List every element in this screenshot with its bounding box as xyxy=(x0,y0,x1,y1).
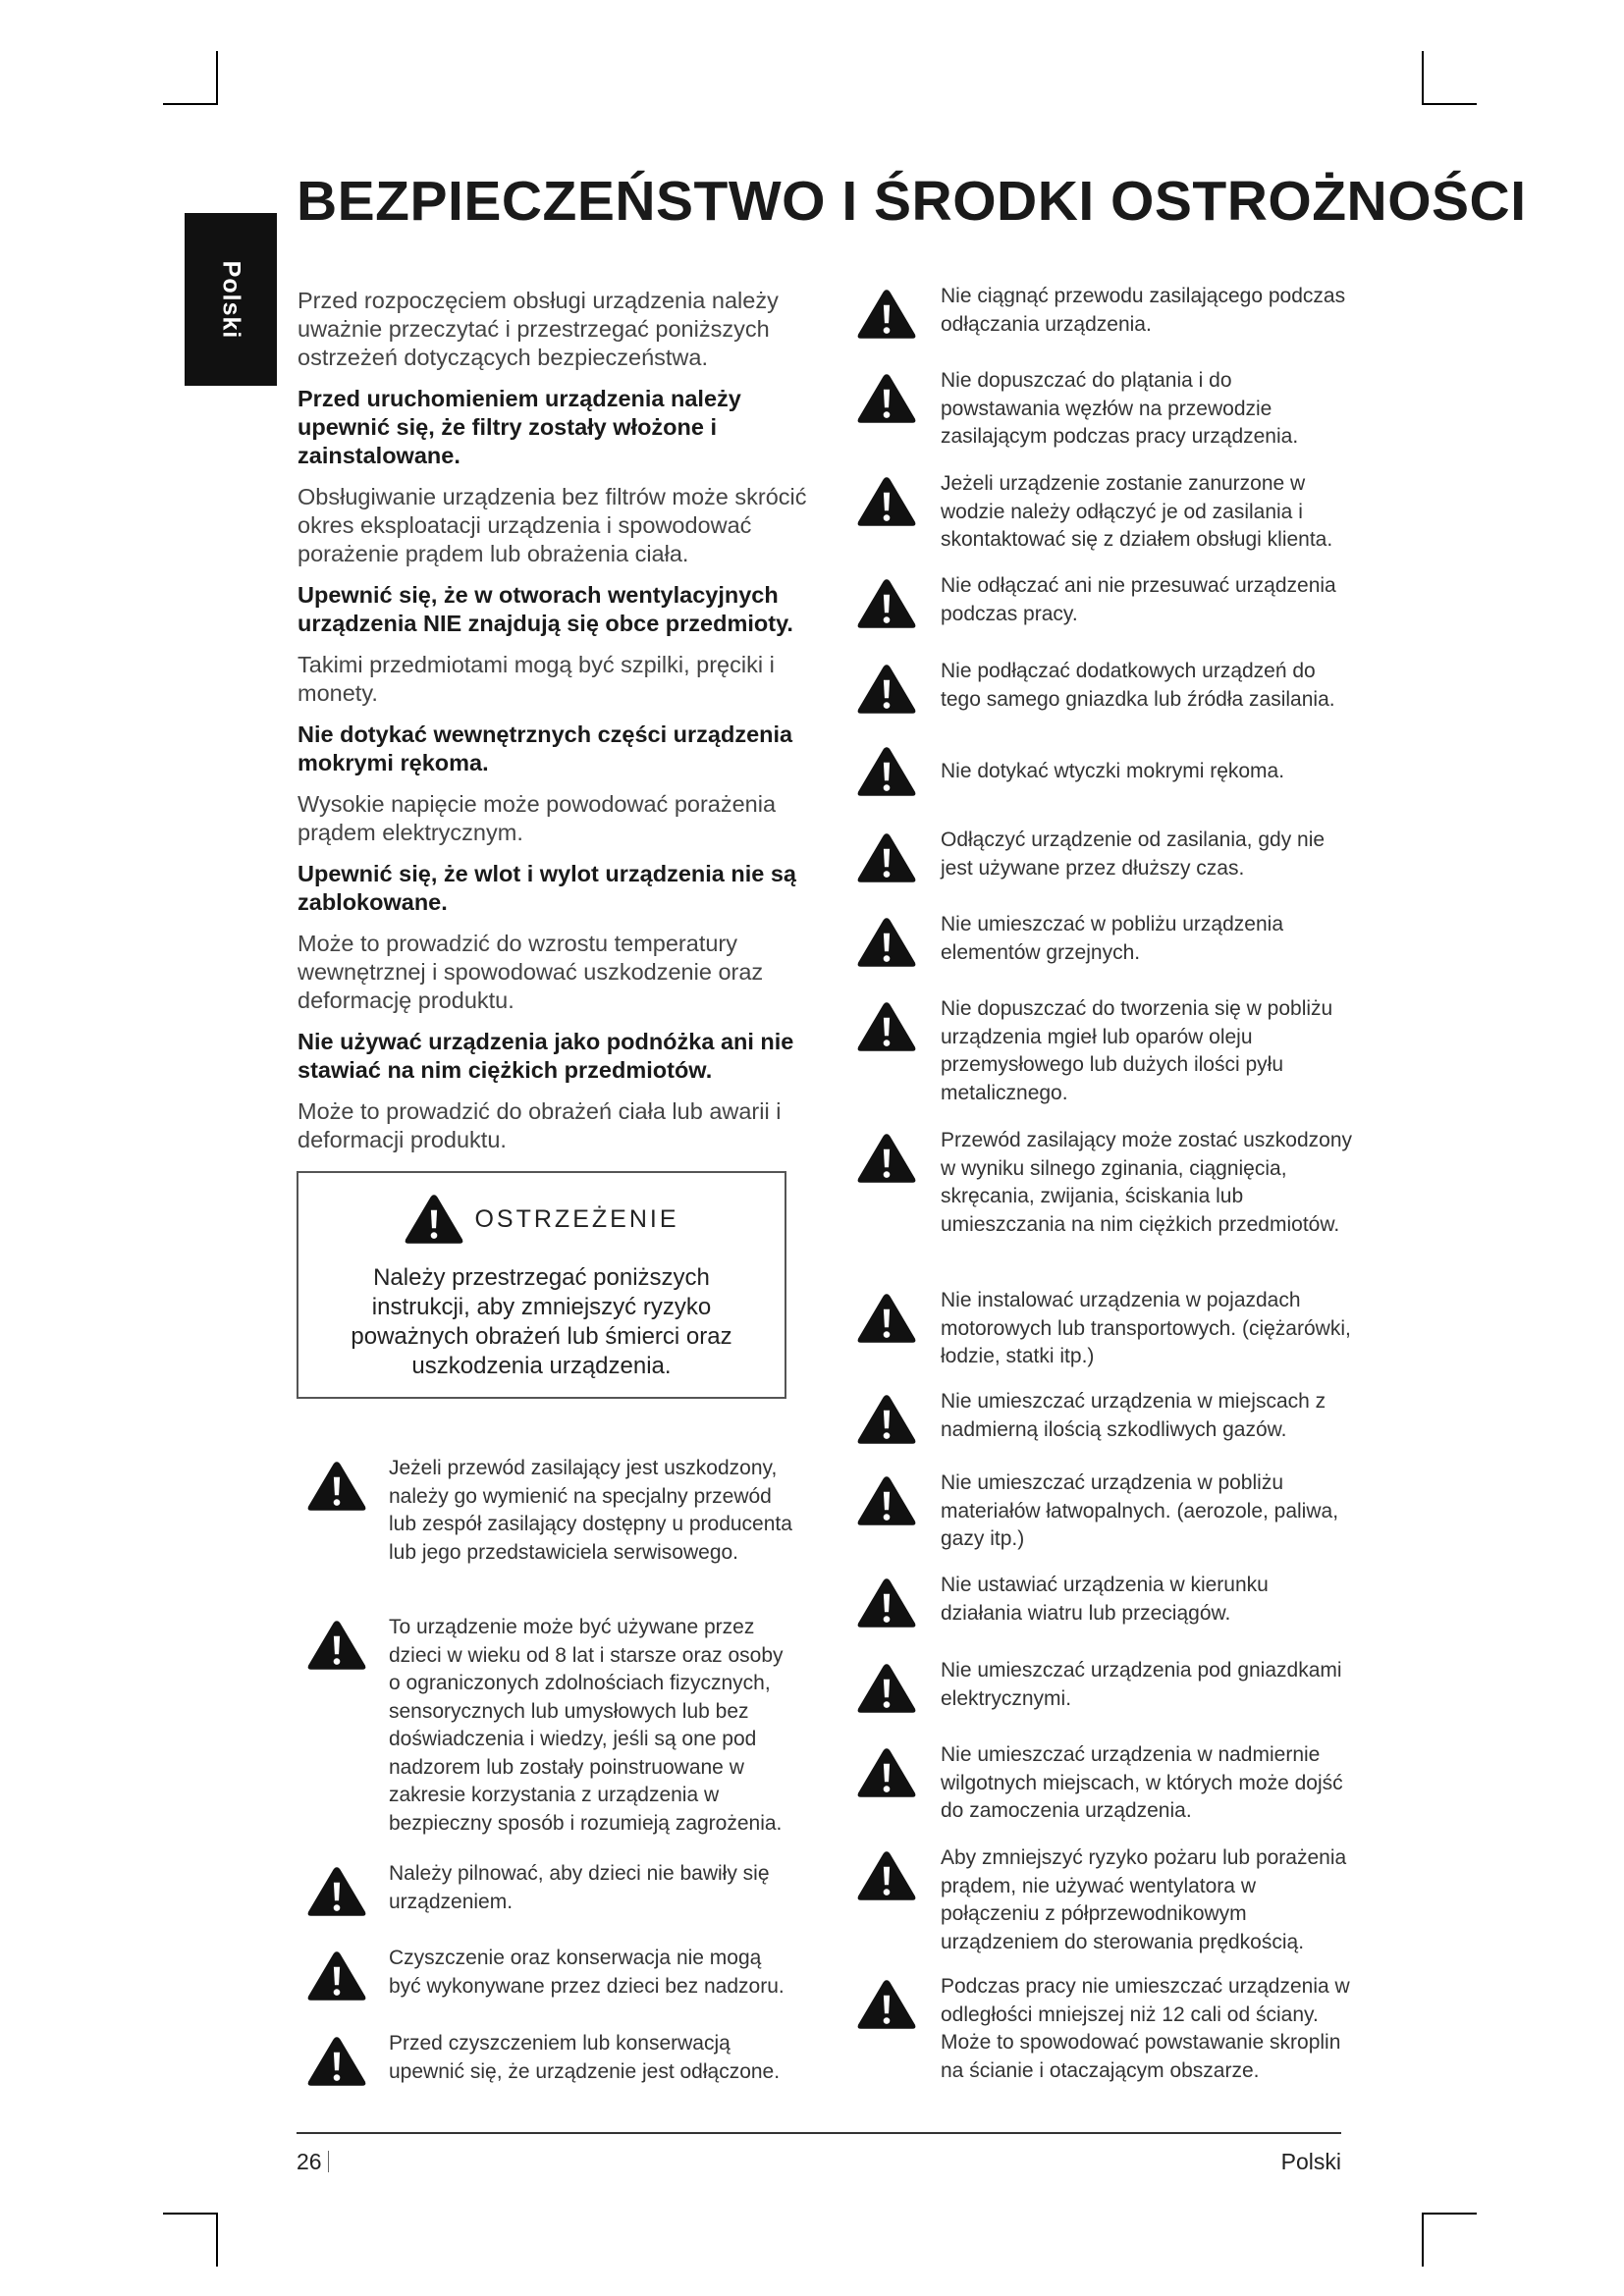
intro-paragraph: Może to prowadzić do wzrostu temperatury wewnętrznej i spowodować uszkodzenie oraz deformację produktu. xyxy=(298,931,764,1013)
page-number-value: 26 xyxy=(297,2149,322,2174)
crop-mark xyxy=(163,103,218,105)
warning-text: Przed czyszczeniem lub konserwacją upewnić się, że urządzenie jest odłączone. xyxy=(389,2032,781,2083)
warning-item xyxy=(856,1657,1367,1716)
warning-text: Nie dopuszczać do tworzenia się w pobliżu urządzenia mgieł lub oparów oleju przemysłowego lub dużych ilości pyłu metalicznego. xyxy=(941,997,1333,1104)
footer-language: Polski xyxy=(1280,2149,1341,2174)
warning-box xyxy=(297,1171,786,1399)
warning-text: Nie umieszczać w pobliżu urządzenia elementów grzejnych. xyxy=(941,913,1283,964)
warning-triangle-icon xyxy=(306,2034,367,2089)
warning-text: To urządzenie może być używane przez dzieci w wieku od 8 lat i starsze oraz osoby o ograniczonych zdolnościach fizycznych, sensorycznych lub umysłowych lub bez doświadczenia i wiedzy, jeśli są one pod nadzorem lub zostały poinstruowane w zakresie korzystania z urządzenia w bezpieczny sposób i rozumieją zagrożenia. xyxy=(389,1616,784,1835)
warning-box-message: Należy przestrzegać poniższych instrukcji, aby zmniejszyć ryzyko poważnych obrażeń lub śmierci oraz uszkodzenia urządzenia. xyxy=(351,1264,732,1379)
warning-text: Nie ciągnąć przewodu zasilającego podczas odłączania urządzenia. xyxy=(941,285,1346,336)
intro-paragraph: Nie dotykać wewnętrznych części urządzenia mokrymi rękoma. xyxy=(298,721,793,775)
warning-triangle-icon xyxy=(856,1977,917,2032)
language-side-tab xyxy=(185,213,277,386)
warning-text: Podczas pracy nie umieszczać urządzenia w odległości mniejszej niż 12 cali od ściany. Może to spowodować powstawanie skroplin na ścianie i otaczającym obszarze. xyxy=(941,1975,1350,2082)
warning-triangle-icon xyxy=(856,576,917,631)
warning-item xyxy=(856,470,1367,555)
intro-paragraph: Upewnić się, że wlot i wylot urządzenia nie są zablokowane. xyxy=(298,861,796,915)
crop-mark xyxy=(1422,51,1424,105)
warning-item xyxy=(306,1860,797,1919)
warning-text: Należy pilnować, aby dzieci nie bawiły się urządzeniem. xyxy=(389,1862,770,1913)
warning-triangle-icon xyxy=(306,1459,367,1514)
warning-text: Aby zmniejszyć ryzyko pożaru lub porażenia prądem, nie używać wentylatora w połączeniu z półprzewodnikowym urządzeniem do sterowania prędkością. xyxy=(941,1846,1347,1953)
warning-item xyxy=(856,367,1367,452)
page-title: BEZPIECZEŃSTWO I ŚRODKI OSTROŻNOŚCI xyxy=(297,170,1527,233)
warning-item xyxy=(856,744,1367,799)
warning-text: Nie umieszczać urządzenia w pobliżu materiałów łatwopalnych. (aerozole, paliwa, gazy itp.) xyxy=(941,1471,1339,1550)
warning-item xyxy=(306,2030,797,2089)
warning-item xyxy=(856,1469,1367,1554)
warning-text: Odłączyć urządzenie od zasilania, gdy nie jest używane przez dłuższy czas. xyxy=(941,828,1326,880)
intro-paragraph: Przed rozpoczęciem obsługi urządzenia należy uważnie przeczytać i przestrzegać poniższych ostrzeżeń dotyczących bezpieczeństwa. xyxy=(298,288,779,370)
warning-text: Nie umieszczać urządzenia pod gniazdkami elektrycznymi. xyxy=(941,1659,1342,1710)
intro-paragraph: Obsługiwanie urządzenia bez filtrów może skrócić okres eksploatacji urządzenia i spowodować porażenie prądem lub obrażenia ciała. xyxy=(298,484,807,566)
warning-triangle-icon xyxy=(306,1949,367,2003)
page-number-separator xyxy=(328,2151,329,2172)
intro-paragraph: Takimi przedmiotami mogą być szpilki, pręciki i monety. xyxy=(298,652,775,706)
warning-item xyxy=(856,827,1367,885)
warning-triangle-icon xyxy=(856,1575,917,1630)
warning-text: Nie ustawiać urządzenia w kierunku działania wiatru lub przeciągów. xyxy=(941,1574,1269,1625)
intro-paragraph: Nie używać urządzenia jako podnóżka ani nie stawiać na nim ciężkich przedmiotów. xyxy=(298,1029,794,1083)
warning-text: Nie instalować urządzenia w pojazdach motorowych lub transportowych. (ciężarówki, łodzie, statki itp.) xyxy=(941,1289,1351,1367)
crop-mark xyxy=(216,51,218,105)
warning-triangle-icon xyxy=(856,1131,917,1186)
warning-item xyxy=(856,1388,1367,1447)
warning-text: Przewód zasilający może zostać uszkodzony w wyniku silnego zginania, ciągnięcia, skręcania, zwijania, ściskania lub umieszczania na nim ciężkich przedmiotów. xyxy=(941,1129,1353,1236)
warning-triangle-icon xyxy=(856,1745,917,1800)
warning-triangle-icon xyxy=(856,1473,917,1528)
crop-mark xyxy=(1422,2213,1424,2267)
warning-text: Jeżeli przewód zasilający jest uszkodzony, należy go wymienić na specjalny przewód lub zespół zasilający dostępny u producenta lub jego przedstawiciela serwisowego. xyxy=(389,1457,792,1564)
warning-triangle-icon xyxy=(856,830,917,885)
warning-item xyxy=(856,1287,1367,1371)
warning-triangle-icon xyxy=(856,915,917,970)
warning-text: Nie dotykać wtyczki mokrymi rękoma. xyxy=(941,760,1285,782)
warning-triangle-icon xyxy=(856,474,917,529)
warning-triangle-icon xyxy=(856,662,917,717)
crop-mark xyxy=(216,2213,218,2267)
warning-text: Czyszczenie oraz konserwacja nie mogą być wykonywane przez dzieci bez nadzoru. xyxy=(389,1947,785,1998)
warning-text: Nie podłączać dodatkowych urządzeń do tego samego gniazdka lub źródła zasilania. xyxy=(941,660,1335,711)
warning-triangle-icon xyxy=(856,1392,917,1447)
warning-item xyxy=(856,1973,1367,2085)
warning-item xyxy=(856,1741,1367,1826)
warning-box-label: OSTRZEŻENIE xyxy=(474,1204,679,1233)
warning-triangle-icon xyxy=(404,1193,464,1246)
warning-triangle-icon xyxy=(306,1864,367,1919)
warning-text: Nie umieszczać urządzenia w miejscach z nadmierną ilością szkodliwych gazów. xyxy=(941,1390,1326,1441)
warning-triangle-icon xyxy=(856,1661,917,1716)
warning-triangle-icon xyxy=(856,371,917,426)
side-tab-label: Polski xyxy=(217,260,245,339)
warning-text: Nie odłączać ani nie przesuwać urządzenia podczas pracy. xyxy=(941,574,1336,625)
crop-mark xyxy=(163,2213,218,2215)
warning-triangle-icon xyxy=(856,999,917,1054)
warning-item xyxy=(306,1945,797,2003)
warning-item xyxy=(856,658,1367,717)
intro-paragraph: Może to prowadzić do obrażeń ciała lub awarii i deformacji produktu. xyxy=(298,1098,782,1152)
warning-item xyxy=(856,572,1367,631)
warning-item xyxy=(856,1844,1367,1956)
warning-item xyxy=(856,1127,1367,1239)
warning-triangle-icon xyxy=(856,287,917,342)
warning-triangle-icon xyxy=(856,744,917,799)
warning-triangle-icon xyxy=(856,1291,917,1346)
warning-item xyxy=(856,995,1367,1107)
footer-divider xyxy=(297,2132,1341,2134)
warning-item xyxy=(856,911,1367,970)
warning-item xyxy=(306,1455,797,1567)
crop-mark xyxy=(1422,2213,1477,2215)
warning-triangle-icon xyxy=(306,1618,367,1673)
intro-paragraph: Wysokie napięcie może powodować porażenia prądem elektrycznym. xyxy=(298,791,777,845)
warning-box-header xyxy=(298,1189,785,1250)
warning-text: Nie umieszczać urządzenia w nadmiernie wilgotnych miejscach, w których może dojść do zamoczenia urządzenia. xyxy=(941,1743,1343,1822)
warning-item xyxy=(856,1572,1367,1630)
warning-item xyxy=(306,1614,797,1838)
warning-item xyxy=(856,283,1367,342)
warning-text: Jeżeli urządzenie zostanie zanurzone w wodzie należy odłączyć je od zasilania i skontaktować się z działem obsługi klienta. xyxy=(941,472,1333,551)
intro-section xyxy=(298,287,808,1167)
intro-paragraph: Upewnić się, że w otworach wentylacyjnych urządzenia NIE znajdują się obce przedmioty. xyxy=(298,582,793,636)
warning-triangle-icon xyxy=(856,1848,917,1903)
warning-text: Nie dopuszczać do plątania i do powstawania węzłów na przewodzie zasilającym podczas pracy urządzenia. xyxy=(941,369,1299,448)
intro-paragraph: Przed uruchomieniem urządzenia należy upewnić się, że filtry zostały włożone i zainstalowane. xyxy=(298,386,741,468)
crop-mark xyxy=(1422,103,1477,105)
page-number xyxy=(297,2149,329,2175)
